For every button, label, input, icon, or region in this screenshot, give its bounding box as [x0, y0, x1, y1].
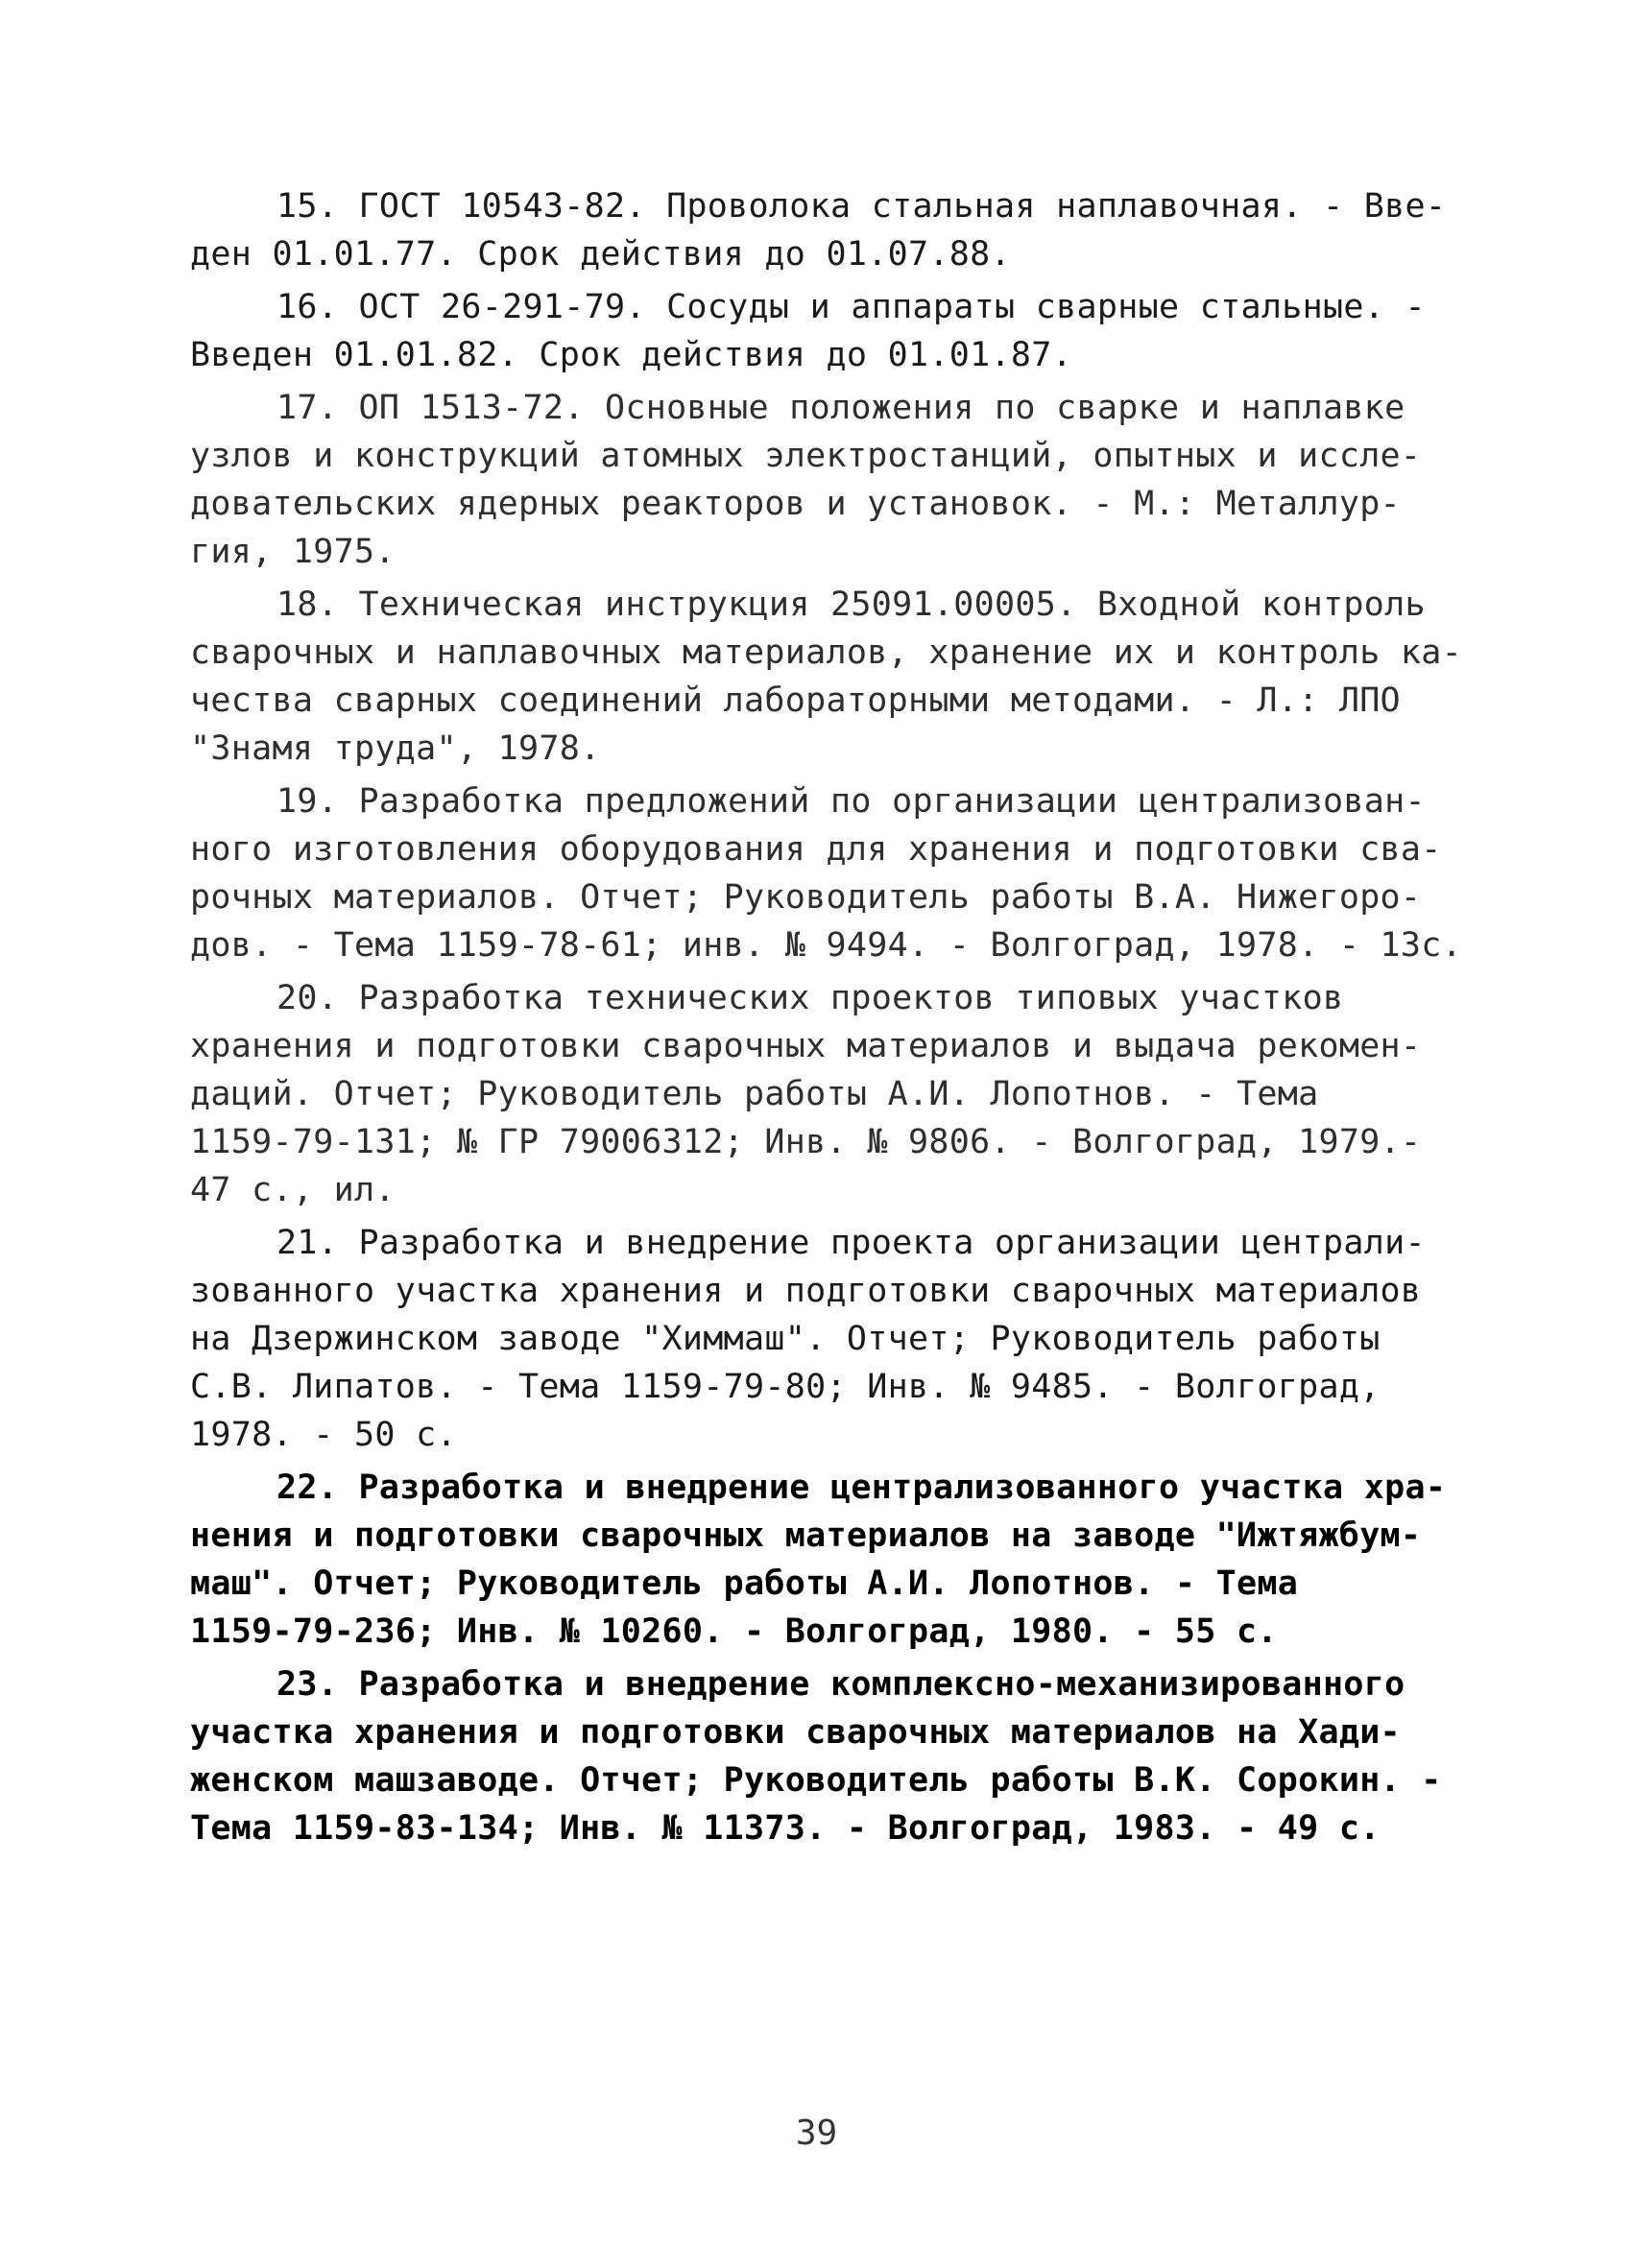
reference-line: Введен 01.01.82. Срок действия до 01.01.87.	[190, 336, 1072, 374]
reference-item-22	[190, 1464, 1457, 1656]
reference-line: ден 01.01.77. Срок действия до 01.07.88.	[190, 235, 1011, 274]
reference-line: на Дзержинском заводе "Химмаш". Отчет; Руководитель работы	[190, 1320, 1381, 1358]
reference-line: хранения и подготовки сварочных материалов и выдача рекомен-	[190, 1027, 1422, 1065]
reference-line: 23. Разработка и внедрение комплексно-механизированного	[276, 1665, 1405, 1704]
reference-line: Тема 1159-83-134; Инв. № 11373. - Волгоград, 1983. - 49 с.	[190, 1809, 1381, 1848]
reference-line: 18. Техническая инструкция 25091.00005. Входной контроль	[276, 585, 1426, 624]
reference-line: С.В. Липатов. - Тема 1159-79-80; Инв. № 9485. - Волгоград,	[190, 1368, 1381, 1406]
reference-line: рочных материалов. Отчет; Руководитель работы В.А. Нижегоро-	[190, 878, 1422, 917]
reference-list	[190, 182, 1463, 1857]
reference-line: 17. ОП 1513-72. Основные положения по сварке и наплавке	[276, 389, 1405, 427]
reference-line: женском машзаводе. Отчет; Руководитель работы В.К. Сорокин. -	[190, 1761, 1442, 1800]
reference-line: нения и подготовки сварочных материалов на заводе "Ижтяжбум-	[190, 1516, 1422, 1555]
reference-line: 21. Разработка и внедрение проекта организации централи-	[276, 1224, 1426, 1262]
reference-item-16	[190, 283, 1457, 379]
reference-line: узлов и конструкций атомных электростанций, опытных и иссле-	[190, 437, 1422, 475]
reference-line: "Знамя труда", 1978.	[190, 729, 601, 768]
reference-item-18	[190, 581, 1463, 773]
reference-line: 1159-79-236; Инв. № 10260. - Волгоград, 1980. - 55 с.	[190, 1612, 1278, 1651]
reference-line: 19. Разработка предложений по организации централизован-	[276, 782, 1426, 821]
reference-line: 1159-79-131; № ГР 79006312; Инв. № 9806. - Волгоград, 1979.-	[190, 1123, 1422, 1161]
reference-item-21	[190, 1219, 1457, 1459]
reference-line: 15. ГОСТ 10543-82. Проволока стальная наплавочная. - Вве-	[276, 187, 1447, 226]
reference-line: 47 с., ил.	[190, 1171, 396, 1209]
reference-item-23	[190, 1660, 1457, 1852]
page-number: 39	[795, 2113, 838, 2153]
reference-line: ного изготовления оборудования для хранения и подготовки сва-	[190, 830, 1442, 869]
reference-line: сварочных и наплавочных материалов, хранение их и контроль ка-	[190, 633, 1463, 672]
reference-line: 20. Разработка технических проектов типовых участков	[276, 979, 1344, 1017]
reference-item-15	[190, 182, 1457, 278]
reference-line: даций. Отчет; Руководитель работы А.И. Лопотнов. - Тема	[190, 1075, 1319, 1113]
reference-line: участка хранения и подготовки сварочных материалов на Хади-	[190, 1713, 1401, 1752]
reference-line: довательских ядерных реакторов и установок. - М.: Металлур-	[190, 485, 1401, 523]
reference-line: маш". Отчет; Руководитель работы А.И. Лопотнов. - Тема	[190, 1564, 1299, 1603]
reference-item-19	[190, 777, 1463, 969]
reference-item-20	[190, 974, 1457, 1214]
reference-line: 16. ОСТ 26-291-79. Сосуды и аппараты сварные стальные. -	[276, 288, 1426, 326]
reference-line: 1978. - 50 с.	[190, 1416, 457, 1454]
reference-line: зованного участка хранения и подготовки сварочных материалов	[190, 1272, 1422, 1310]
reference-line: гия, 1975.	[190, 533, 396, 571]
reference-line: чества сварных соединений лабораторными методами. - Л.: ЛПО	[190, 681, 1401, 720]
reference-line: 22. Разработка и внедрение централизованного участка хра-	[276, 1468, 1447, 1507]
reference-line: дов. - Тема 1159-78-61; инв. № 9494. - Волгоград, 1978. - 13с.	[190, 926, 1463, 965]
reference-item-17	[190, 384, 1457, 576]
